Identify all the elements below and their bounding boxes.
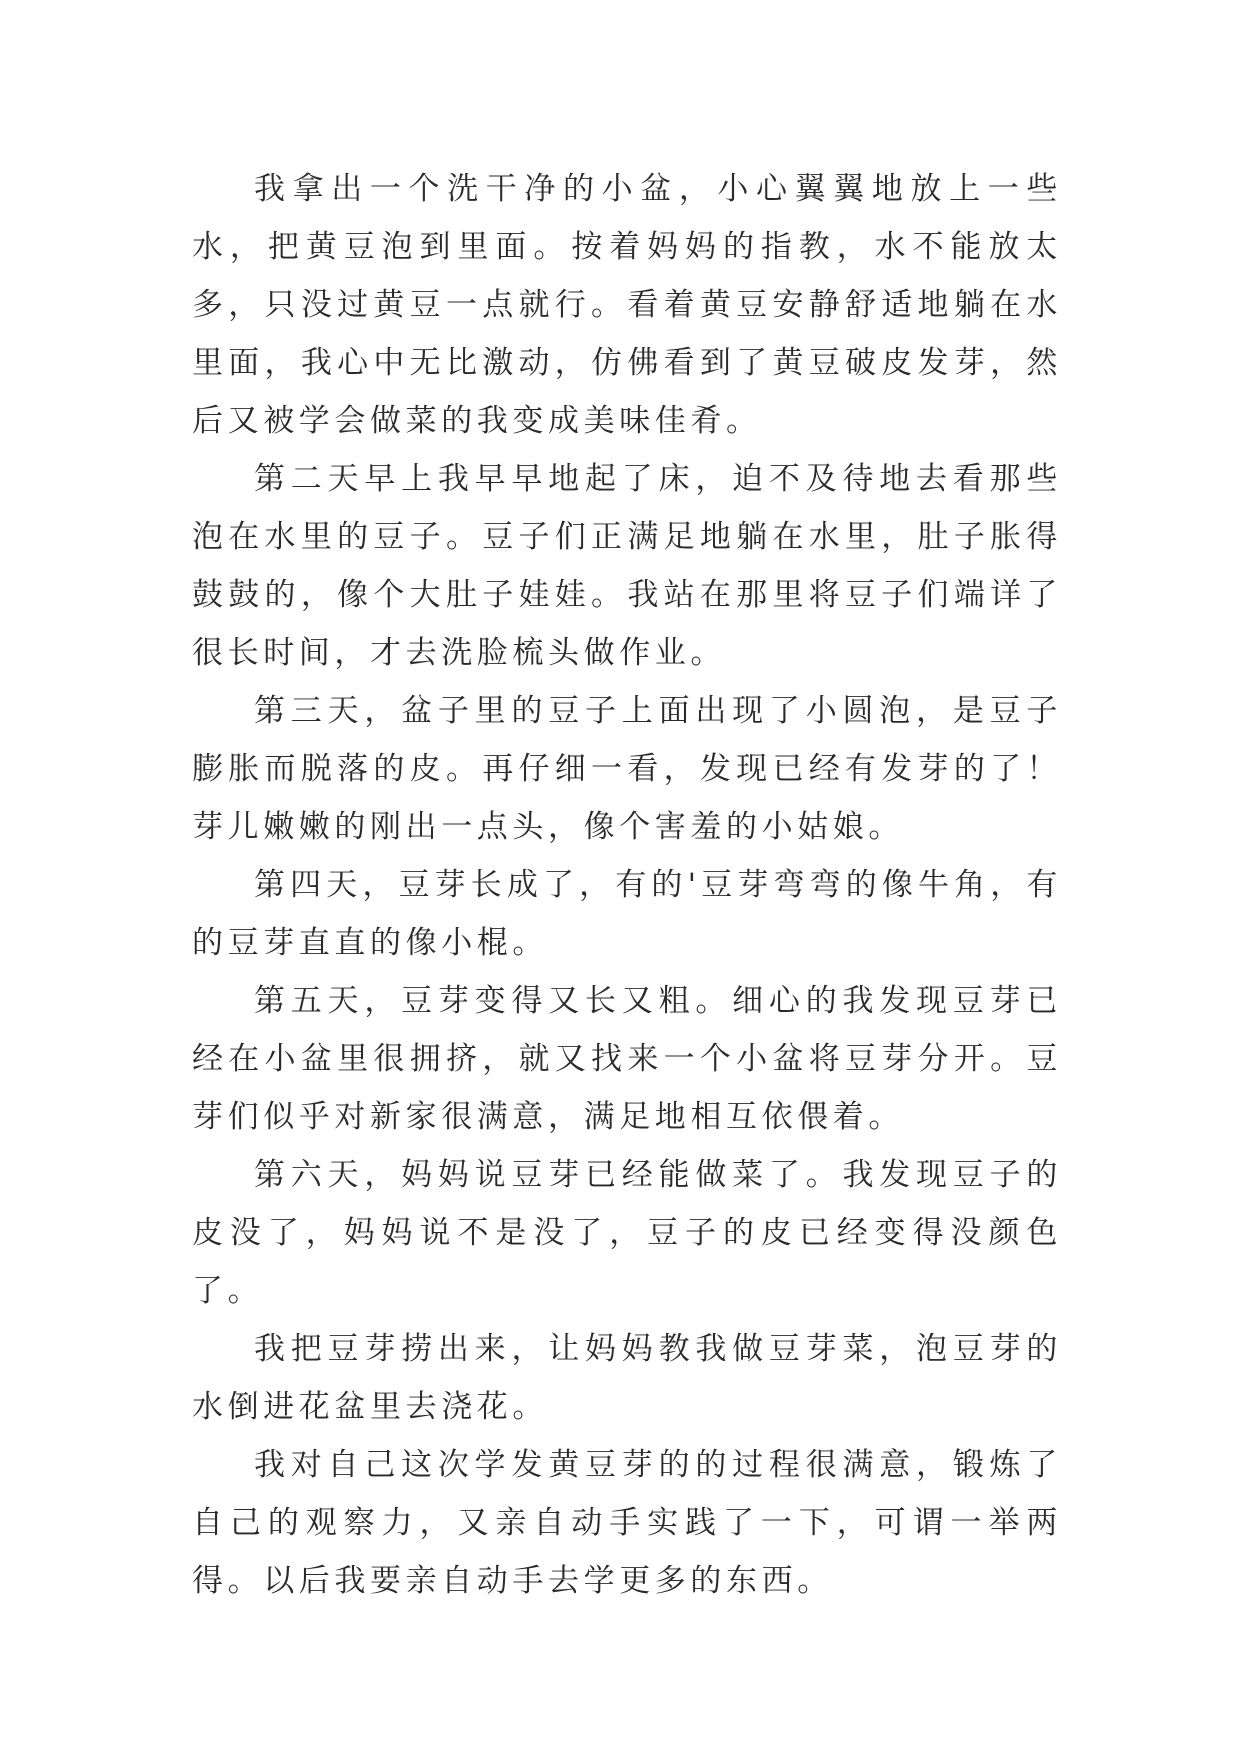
paragraph-2: 第二天早上我早早地起了床，迫不及待地去看那些泡在水里的豆子。豆子们正满足地躺在水里，肚子胀得鼓鼓的，像个大肚子娃娃。我站在那里将豆子们端详了很长时间，才去洗脸梳头做作业。 (192, 461, 1062, 671)
paragraph-5: 第五天，豆芽变得又长又粗。细心的我发现豆芽已经在小盆里很拥挤，就又找来一个小盆将豆芽分开。豆芽们似乎对新家很满意，满足地相互依偎着。 (192, 983, 1062, 1135)
paragraph-4: 第四天，豆芽长成了，有的'豆芽弯弯的像牛角，有的豆芽直直的像小棍。 (192, 867, 1062, 961)
paragraph-7: 我把豆芽捞出来，让妈妈教我做豆芽菜，泡豆芽的水倒进花盆里去浇花。 (192, 1331, 1062, 1425)
paragraph-3: 第三天，盆子里的豆子上面出现了小圆泡，是豆子膨胀而脱落的皮。再仔细一看，发现已经有发芽的了！芽儿嫩嫩的刚出一点头，像个害羞的小姑娘。 (192, 693, 1062, 845)
essay-body (192, 160, 1062, 1610)
paragraph-6: 第六天，妈妈说豆芽已经能做菜了。我发现豆子的皮没了，妈妈说不是没了，豆子的皮已经变得没颜色了。 (192, 1157, 1062, 1309)
paragraph-1: 我拿出一个洗干净的小盆，小心翼翼地放上一些水，把黄豆泡到里面。按着妈妈的指教，水不能放太多，只没过黄豆一点就行。看着黄豆安静舒适地躺在水里面，我心中无比激动，仿佛看到了黄豆破皮发芽，然后又被学会做菜的我变成美味佳肴。 (192, 171, 1062, 439)
paragraph-8: 我对自己这次学发黄豆芽的的过程很满意，锻炼了自己的观察力，又亲自动手实践了一下，可谓一举两得。以后我要亲自动手去学更多的东西。 (192, 1447, 1062, 1599)
